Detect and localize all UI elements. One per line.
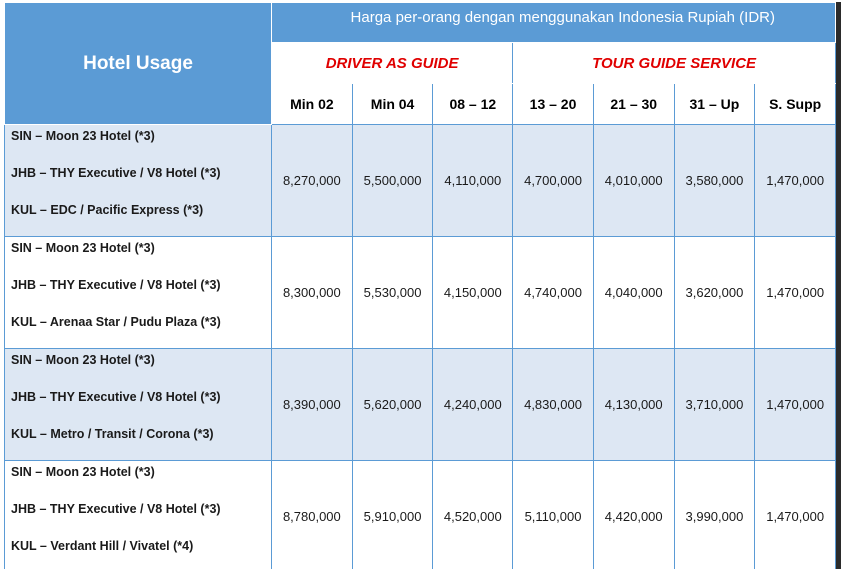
tier-header: 31 – Up [674, 84, 755, 125]
price-cell: 4,130,000 [593, 349, 674, 461]
hotel-line: SIN – Moon 23 Hotel (*3) [11, 129, 155, 143]
price-cell: 8,300,000 [272, 237, 353, 349]
hotel-usage-header: Hotel Usage [5, 3, 272, 125]
hotel-list [5, 349, 272, 461]
table-row [5, 349, 836, 461]
price-cell: 3,990,000 [674, 461, 755, 570]
price-cell: 3,620,000 [674, 237, 755, 349]
tier-header: 21 – 30 [593, 84, 674, 125]
hotel-line: KUL – Metro / Transit / Corona (*3) [11, 427, 214, 441]
price-cell: 4,110,000 [433, 125, 513, 237]
tier-header: S. Supp [755, 84, 836, 125]
price-cell: 8,780,000 [272, 461, 353, 570]
hotel-line: KUL – Arenaa Star / Pudu Plaza (*3) [11, 315, 221, 329]
price-cell: 4,240,000 [433, 349, 513, 461]
price-cell: 4,420,000 [593, 461, 674, 570]
price-cell: 5,910,000 [352, 461, 433, 570]
hotel-line: JHB – THY Executive / V8 Hotel (*3) [11, 166, 221, 180]
hotel-line: JHB – THY Executive / V8 Hotel (*3) [11, 390, 221, 404]
tour-guide-service-header: TOUR GUIDE SERVICE [513, 43, 836, 84]
price-cell: 4,830,000 [513, 349, 594, 461]
price-cell: 1,470,000 [755, 349, 836, 461]
tier-header: Min 04 [352, 84, 433, 125]
price-cell: 8,390,000 [272, 349, 353, 461]
hotel-list [5, 461, 272, 570]
hotel-line: JHB – THY Executive / V8 Hotel (*3) [11, 502, 221, 516]
hotel-line: SIN – Moon 23 Hotel (*3) [11, 241, 155, 255]
hotel-line: SIN – Moon 23 Hotel (*3) [11, 465, 155, 479]
price-cell: 1,470,000 [755, 125, 836, 237]
hotel-line: KUL – EDC / Pacific Express (*3) [11, 203, 204, 217]
price-cell: 3,710,000 [674, 349, 755, 461]
tier-header: 13 – 20 [513, 84, 594, 125]
price-cell: 3,580,000 [674, 125, 755, 237]
price-cell: 8,270,000 [272, 125, 353, 237]
driver-as-guide-header: DRIVER AS GUIDE [272, 43, 513, 84]
table-row [5, 461, 836, 570]
price-table-container [4, 2, 836, 569]
hotel-line: JHB – THY Executive / V8 Hotel (*3) [11, 278, 221, 292]
hotel-list [5, 237, 272, 349]
scrollbar[interactable] [836, 2, 841, 569]
price-cell: 5,620,000 [352, 349, 433, 461]
price-cell: 5,530,000 [352, 237, 433, 349]
price-table [4, 2, 836, 569]
price-cell: 1,470,000 [755, 237, 836, 349]
hotel-line: KUL – Verdant Hill / Vivatel (*4) [11, 539, 194, 553]
price-cell: 1,470,000 [755, 461, 836, 570]
price-cell: 4,040,000 [593, 237, 674, 349]
table-row [5, 237, 836, 349]
hotel-line: SIN – Moon 23 Hotel (*3) [11, 353, 155, 367]
price-cell: 4,700,000 [513, 125, 594, 237]
price-cell: 5,500,000 [352, 125, 433, 237]
hotel-list [5, 125, 272, 237]
price-cell: 4,010,000 [593, 125, 674, 237]
currency-caption: Harga per-orang dengan menggunakan Indonesia Rupiah (IDR) [272, 3, 836, 43]
price-cell: 4,520,000 [433, 461, 513, 570]
table-row [5, 125, 836, 237]
tier-header: 08 – 12 [433, 84, 513, 125]
price-cell: 4,740,000 [513, 237, 594, 349]
price-cell: 5,110,000 [513, 461, 594, 570]
tier-header: Min 02 [272, 84, 353, 125]
price-cell: 4,150,000 [433, 237, 513, 349]
